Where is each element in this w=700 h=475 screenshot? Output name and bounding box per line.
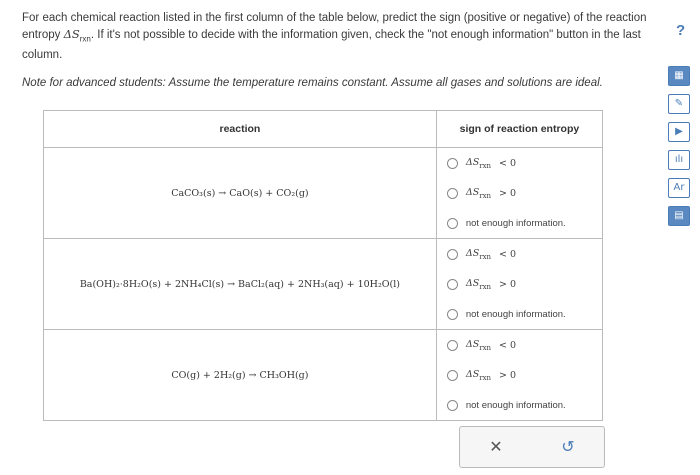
data-icon[interactable]: ▤ [668, 206, 690, 226]
tool-sidebar [662, 58, 696, 226]
instructions-text-1: For each chemical reaction listed in the first column of the table below, predict the sign (positive or negative) of the reaction entropy [22, 12, 647, 41]
radio-button[interactable] [447, 158, 458, 169]
option-not-enough-info[interactable]: not enough information. [447, 208, 602, 238]
option-not-enough-info[interactable]: not enough information. [447, 299, 602, 329]
sign-options [436, 239, 602, 330]
radio-button[interactable] [447, 218, 458, 229]
table-row [44, 330, 603, 421]
radio-button[interactable] [447, 249, 458, 260]
video-icon[interactable]: ▶ [668, 122, 690, 142]
column-header-sign: sign of reaction entropy [436, 111, 602, 148]
sign-options [436, 330, 602, 421]
option-positive[interactable]: $\Delta S_{rxn}$ > 0 [447, 360, 602, 390]
entropy-symbol: ΔS [63, 27, 80, 41]
calculator-icon[interactable]: ▦ [668, 66, 690, 86]
option-not-enough-info[interactable]: not enough information. [447, 390, 602, 420]
sign-options [436, 148, 602, 239]
reaction-cell: CaCO₃(s) → CaO(s) + CO₂(g) [44, 148, 437, 239]
action-bar [459, 426, 605, 468]
radio-button[interactable] [447, 279, 458, 290]
radio-button[interactable] [447, 340, 458, 351]
reaction-cell: Ba(OH)₂·8H₂O(s) + 2NH₄Cl(s) → BaCl₂(aq) + 2NH₃(aq) + 10H₂O(l) [44, 239, 437, 330]
instructions [22, 10, 672, 63]
periodic-table-icon[interactable]: Ar [668, 178, 690, 198]
table-row [44, 239, 603, 330]
radio-button[interactable] [447, 400, 458, 411]
radio-button[interactable] [447, 188, 458, 199]
option-negative[interactable]: $\Delta S_{rxn}$ < 0 [447, 330, 602, 360]
table-row [44, 148, 603, 239]
option-negative[interactable]: $\Delta S_{rxn}$ < 0 [447, 148, 602, 178]
option-positive[interactable]: $\Delta S_{rxn}$ > 0 [447, 178, 602, 208]
radio-button[interactable] [447, 370, 458, 381]
option-positive[interactable]: $\Delta S_{rxn}$ > 0 [447, 269, 602, 299]
undo-button[interactable]: ↺ [561, 439, 575, 456]
notes-icon[interactable]: ✎ [668, 94, 690, 114]
column-header-reaction: reaction [44, 111, 437, 148]
reaction-cell: CO(g) + 2H₂(g) → CH₃OH(g) [44, 330, 437, 421]
radio-button[interactable] [447, 309, 458, 320]
reaction-table [43, 110, 603, 421]
instructions-text-2: . If it's not possible to decide with the information given, check the "not enough information" button in the last column. [22, 29, 641, 62]
advanced-note: Note for advanced students: Assume the temperature remains constant. Assume all gases and solutions are ideal. [22, 77, 603, 89]
help-icon[interactable]: ? [676, 22, 686, 39]
entropy-symbol-sub: rxn [79, 34, 91, 44]
option-negative[interactable]: $\Delta S_{rxn}$ < 0 [447, 239, 602, 269]
clear-button[interactable]: ✕ [489, 439, 503, 456]
chart-icon[interactable]: ılı [668, 150, 690, 170]
